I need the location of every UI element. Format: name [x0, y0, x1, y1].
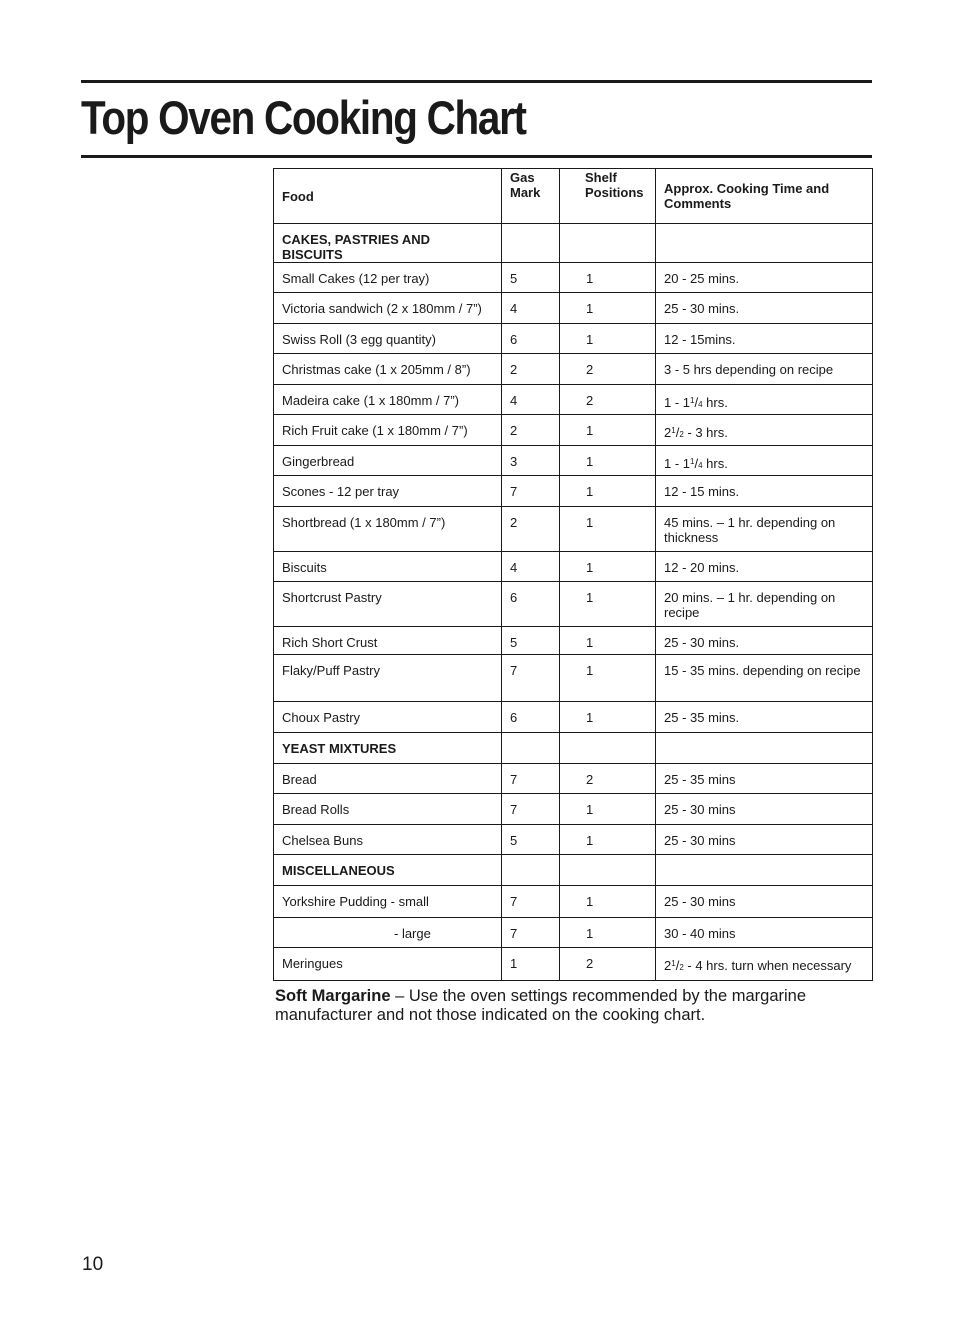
food-cell: Rich Short Crust	[274, 627, 502, 655]
cooking-time-cell: 12 - 15 mins.	[656, 476, 873, 507]
header-cooking-time: Approx. Cooking Time and Comments	[656, 169, 873, 224]
table-row	[274, 794, 873, 825]
shelf-position-cell: 2	[560, 764, 656, 794]
shelf-position-cell: 1	[560, 293, 656, 324]
gas-mark-cell: 6	[502, 702, 560, 733]
gas-mark-cell: 2	[502, 354, 560, 385]
shelf-position-cell	[560, 855, 656, 886]
section-header-row	[274, 224, 873, 263]
cooking-time-cell: 15 - 35 mins. depending on recipe	[656, 655, 873, 702]
gas-mark-cell: 4	[502, 293, 560, 324]
table-row	[274, 582, 873, 627]
food-cell: MISCELLANEOUS	[274, 855, 502, 886]
note-text: – Use the oven settings recommended by the margarine manufacturer and not those indicated on the cooking chart.	[275, 987, 807, 1024]
shelf-position-cell: 2	[560, 948, 656, 981]
food-cell: Shortcrust Pastry	[274, 582, 502, 627]
cooking-time-cell: 25 - 30 mins.	[656, 627, 873, 655]
food-cell: Victoria sandwich (2 x 180mm / 7”)	[274, 293, 502, 324]
table-row	[274, 702, 873, 733]
section-header-row	[274, 733, 873, 764]
cooking-time-cell: 20 - 25 mins.	[656, 263, 873, 293]
top-rule	[81, 80, 872, 83]
cooking-time-cell: 25 - 30 mins.	[656, 293, 873, 324]
cooking-time-cell: $2^1/2 - 3$ hrs.	[656, 415, 873, 446]
shelf-position-cell: 1	[560, 627, 656, 655]
cooking-time-cell: 25 - 30 mins	[656, 825, 873, 855]
cooking-time-cell: $1 - 1^1/4$ hrs.	[656, 446, 873, 476]
gas-mark-cell: 4	[502, 385, 560, 415]
gas-mark-cell: 7	[502, 476, 560, 507]
table-row	[274, 293, 873, 324]
shelf-position-cell: 1	[560, 886, 656, 918]
food-cell: Chelsea Buns	[274, 825, 502, 855]
cooking-time-cell: $1 - 1^1/4$ hrs.	[656, 385, 873, 415]
food-cell: CAKES, PASTRIES AND BISCUITS	[274, 224, 502, 263]
page-title: Top Oven Cooking Chart	[81, 91, 526, 144]
table-row	[274, 507, 873, 552]
cooking-time-cell: 45 mins. – 1 hr. depending on thickness	[656, 507, 873, 552]
food-cell: Shortbread (1 x 180mm / 7”)	[274, 507, 502, 552]
gas-mark-cell: 4	[502, 552, 560, 582]
food-cell: Flaky/Puff Pastry	[274, 655, 502, 702]
food-cell: Bread Rolls	[274, 794, 502, 825]
food-cell: - large	[274, 918, 502, 948]
gas-mark-cell: 7	[502, 886, 560, 918]
food-cell: YEAST MIXTURES	[274, 733, 502, 764]
shelf-position-cell: 1	[560, 794, 656, 825]
note-bold-label: Soft Margarine	[275, 987, 391, 1005]
gas-mark-cell: 6	[502, 324, 560, 354]
shelf-position-cell: 1	[560, 825, 656, 855]
cooking-time-cell	[656, 733, 873, 764]
cooking-time-cell	[656, 855, 873, 886]
table-row	[274, 918, 873, 948]
gas-mark-cell: 7	[502, 655, 560, 702]
shelf-position-cell: 1	[560, 552, 656, 582]
shelf-position-cell: 1	[560, 415, 656, 446]
gas-mark-cell: 6	[502, 582, 560, 627]
shelf-position-cell: 1	[560, 655, 656, 702]
cooking-time-cell: 25 - 30 mins	[656, 886, 873, 918]
table-header-row	[274, 169, 873, 224]
cooking-time-cell: 25 - 35 mins.	[656, 702, 873, 733]
header-gas-mark: Gas Mark	[502, 169, 560, 224]
cooking-time-cell: 25 - 35 mins	[656, 764, 873, 794]
cooking-time-cell: $2^1/2 - 4$ hrs. turn when necessary	[656, 948, 873, 981]
table-row	[274, 354, 873, 385]
gas-mark-cell: 5	[502, 263, 560, 293]
cooking-time-cell: 30 - 40 mins	[656, 918, 873, 948]
table-row	[274, 446, 873, 476]
gas-mark-cell: 5	[502, 825, 560, 855]
food-cell: Scones - 12 per tray	[274, 476, 502, 507]
cooking-chart-table	[273, 168, 873, 981]
food-cell: Madeira cake (1 x 180mm / 7”)	[274, 385, 502, 415]
gas-mark-cell	[502, 855, 560, 886]
food-cell: Christmas cake (1 x 205mm / 8”)	[274, 354, 502, 385]
header-food: Food	[274, 169, 502, 224]
cooking-time-cell: 3 - 5 hrs depending on recipe	[656, 354, 873, 385]
shelf-position-cell: 1	[560, 476, 656, 507]
section-header-row	[274, 855, 873, 886]
gas-mark-cell: 1	[502, 948, 560, 981]
gas-mark-cell: 5	[502, 627, 560, 655]
page-number: 10	[82, 1254, 104, 1275]
table-row	[274, 655, 873, 702]
table-row	[274, 948, 873, 981]
cooking-time-cell	[656, 224, 873, 263]
shelf-position-cell: 1	[560, 507, 656, 552]
shelf-position-cell	[560, 733, 656, 764]
table-row	[274, 385, 873, 415]
gas-mark-cell: 3	[502, 446, 560, 476]
table-body	[274, 224, 873, 981]
soft-margarine-note	[275, 987, 875, 1025]
gas-mark-cell: 2	[502, 415, 560, 446]
cooking-time-cell: 12 - 20 mins.	[656, 552, 873, 582]
shelf-position-cell: 1	[560, 263, 656, 293]
food-cell: Choux Pastry	[274, 702, 502, 733]
shelf-position-cell	[560, 224, 656, 263]
food-cell: Meringues	[274, 948, 502, 981]
table-row	[274, 764, 873, 794]
title-underline	[81, 155, 872, 158]
gas-mark-cell: 2	[502, 507, 560, 552]
header-shelf-positions: Shelf Positions	[560, 169, 656, 224]
shelf-position-cell: 2	[560, 354, 656, 385]
table-row	[274, 825, 873, 855]
table-row	[274, 627, 873, 655]
table-row	[274, 263, 873, 293]
food-cell: Rich Fruit cake (1 x 180mm / 7”)	[274, 415, 502, 446]
food-cell: Biscuits	[274, 552, 502, 582]
gas-mark-cell: 7	[502, 794, 560, 825]
cooking-time-cell: 12 - 15mins.	[656, 324, 873, 354]
shelf-position-cell: 1	[560, 918, 656, 948]
food-cell: Bread	[274, 764, 502, 794]
table-row	[274, 415, 873, 446]
gas-mark-cell	[502, 733, 560, 764]
food-cell: Swiss Roll (3 egg quantity)	[274, 324, 502, 354]
food-cell: Yorkshire Pudding - small	[274, 886, 502, 918]
table-row	[274, 476, 873, 507]
table-row	[274, 886, 873, 918]
gas-mark-cell: 7	[502, 918, 560, 948]
cooking-time-cell: 25 - 30 mins	[656, 794, 873, 825]
shelf-position-cell: 2	[560, 385, 656, 415]
gas-mark-cell: 7	[502, 764, 560, 794]
cooking-time-cell: 20 mins. – 1 hr. depending on recipe	[656, 582, 873, 627]
food-cell: Gingerbread	[274, 446, 502, 476]
shelf-position-cell: 1	[560, 702, 656, 733]
shelf-position-cell: 1	[560, 324, 656, 354]
table-row	[274, 324, 873, 354]
gas-mark-cell	[502, 224, 560, 263]
table-row	[274, 552, 873, 582]
shelf-position-cell: 1	[560, 446, 656, 476]
shelf-position-cell: 1	[560, 582, 656, 627]
food-cell: Small Cakes (12 per tray)	[274, 263, 502, 293]
